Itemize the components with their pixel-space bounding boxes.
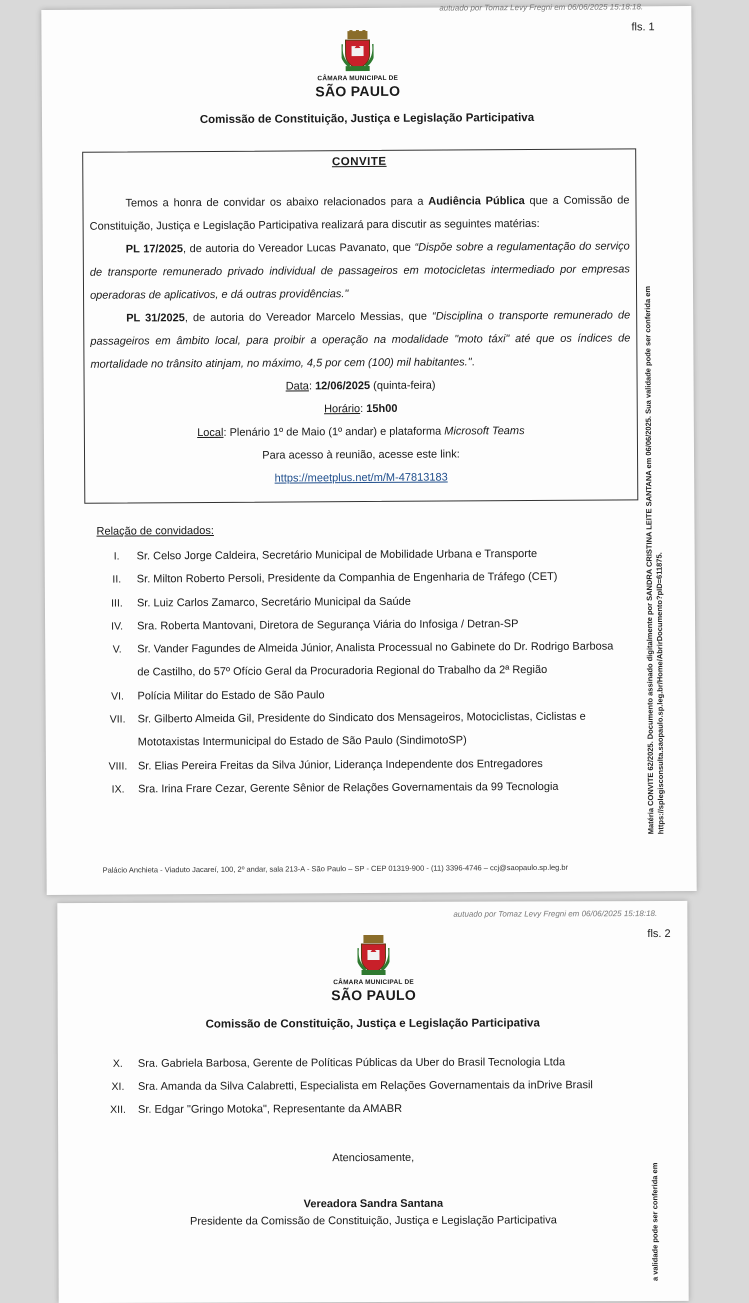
invite-box — [82, 148, 638, 503]
autuado-stamp-2: autuado por Tomaz Levy Fregni em 06/06/2025 15:18:18. — [453, 909, 658, 919]
camara-title-2: SÃO PAULO — [331, 986, 417, 1004]
guest-text-line: Sr. Elias Pereira Freitas da Silva Júnior, Liderança Independente dos Entregadores — [137, 757, 543, 773]
guest-text-line: Sr. Gilberto Almeida Gil, Presidente do Sindicato dos Mensageiros, Motociclistas, Ciclistas e — [137, 710, 586, 726]
time-line: Horário: 15h00 — [324, 402, 398, 416]
guest-text — [137, 613, 518, 639]
pl1-paragraph: PL 17/2025, de autoria do Vereador Lucas Pavanato, que “Dispõe sobre a regulamentação do serviço de transporte remunerado privado individual de passageiros em motocicletas intermediado por empresas operadoras de aplicativos, e dá outras providências." — [89, 240, 630, 302]
guest-text-line: Sr. Celso Jorge Caldeira, Secretário Municipal de Mobilidade Urbana e Transporte — [136, 547, 538, 563]
guest-item — [97, 636, 637, 686]
guest-text — [138, 753, 543, 779]
guest-number: X. — [112, 1057, 123, 1070]
place-line: Local: Plenário 1º de Maio (1º andar) e plataforma Microsoft Teams — [197, 425, 525, 440]
guest-text-line: Polícia Militar do Estado de São Paulo — [137, 689, 325, 703]
closing-greeting: Atenciosamente, — [332, 1151, 415, 1165]
coat-of-arms-icon — [357, 934, 389, 976]
guest-item — [98, 775, 638, 802]
guest-text — [137, 566, 558, 592]
autuado-stamp: autuado por Tomaz Levy Fregni em 06/06/2025 15:18:18. — [439, 2, 644, 13]
guest-item — [98, 1051, 658, 1076]
guest-item — [98, 1074, 658, 1099]
guest-item — [97, 542, 637, 569]
invite-title: CONVITE — [331, 155, 387, 169]
guest-item — [97, 566, 637, 593]
access-line: Para acesso à reunião, acesse este link: — [262, 448, 460, 462]
camara-subtitle-2: CÂMARA MUNICIPAL DE — [333, 978, 414, 987]
guest-number: VI. — [111, 690, 124, 703]
guest-text-line: Mototaxistas Intermunicipal do Estado de São Paulo (SindimotoSP) — [137, 734, 467, 749]
guest-text-line: Sra. Roberta Mantovani, Diretora de Segurança Viária do Infosiga / Detran-SP — [137, 617, 519, 633]
meeting-link[interactable]: https://meetplus.net/m/M-47813183 — [274, 471, 448, 485]
page-number-2: fls. 2 — [647, 927, 671, 941]
guest-text: Sra. Gabriela Barbosa, Gerente de Políticas Públicas da Uber do Brasil Tecnologia Ltda — [137, 1056, 566, 1070]
date-line: Data: 12/06/2025 (quinta-feira) — [285, 379, 436, 393]
guest-item — [97, 589, 637, 616]
guest-number: V. — [112, 643, 122, 656]
guest-number: XI. — [111, 1080, 125, 1093]
camara-subtitle: CÂMARA MUNICIPAL DE — [317, 74, 399, 83]
guest-number: II. — [112, 573, 122, 586]
guest-number: III. — [111, 597, 123, 610]
footer-address: Palácio Anchieta - Viaduto Jacareí, 100, 2º andar, sala 213-A - São Paulo – SP - CEP 01319-900 - (11) 3396-4746 – ccj@saopaulo.sp.leg.br — [102, 862, 569, 875]
guest-text-line: Sr. Milton Roberto Persoli, Presidente da Companhia de Engenharia de Tráfego (CET) — [136, 571, 558, 586]
signer-role: Presidente da Comissão de Constituição, Justiça e Legislação Participativa — [189, 1214, 557, 1228]
guest-text: Sr. Edgar "Gringo Motoka", Representante da AMABR — [138, 1102, 403, 1116]
signature-validation-stamp: Matéria CONVITE 62/2025. Documento assinado digitalmente por SANDRA CRISTINA LEITE SANTANA em 06/06/2025. Sua validade pode ser conferida em https://splegisconsulta.saopaulo.sp.leg.br/Home/AbrirDocumento?pID=611875. — [643, 285, 666, 835]
guest-list — [97, 542, 639, 802]
guest-text — [137, 636, 613, 686]
coat-of-arms-icon — [341, 30, 373, 72]
guest-number: VIII. — [108, 760, 128, 773]
guest-text-line: Sra. Irina Frare Cezar, Gerente Sênior de Relações Governamentais da 99 Tecnologia — [138, 780, 559, 796]
committee-name: Comissão de Constituição, Justiça e Legislação Participativa — [199, 111, 535, 127]
guest-text — [138, 706, 586, 755]
guest-number: VII. — [109, 713, 126, 726]
guest-text — [138, 776, 559, 802]
guest-text-line: Sr. Luiz Carlos Zamarco, Secretário Municipal da Saúde — [136, 595, 411, 610]
guest-text — [137, 590, 411, 615]
guest-list-continued — [98, 1051, 658, 1122]
document-page-1 — [41, 2, 696, 895]
guest-number: IV. — [111, 620, 124, 633]
guest-item — [98, 1097, 658, 1122]
page-number: fls. 1 — [631, 21, 655, 34]
invite-text — [89, 189, 631, 491]
guest-item — [98, 752, 638, 779]
guest-number: IX. — [111, 783, 125, 796]
meeting-link-line — [91, 465, 631, 491]
pl2-paragraph: PL 31/2025, de autoria do Vereador Marcelo Messias, que “Disciplina o transporte remunerado de passageiros em âmbito local, para proibir a operação na modalidade "moto táxi" até que os índices de mortalidade no trânsito atinjam, no máximo, 4,5 por cem (100) mil habitantes.". — [90, 309, 631, 371]
document-page-2 — [57, 901, 688, 1303]
guest-text-line: de Castilho, do 57º Ofício Geral da Procuradoria Regional do Trabalho da 2ª Região — [137, 664, 548, 679]
guest-item — [97, 612, 637, 639]
guest-text — [137, 543, 538, 569]
guest-text: Sra. Amanda da Silva Calabretti, Especialista em Relações Governamentais da inDrive Brasil — [137, 1079, 593, 1093]
signer-name: Vereadora Sandra Santana — [303, 1197, 444, 1211]
guest-item — [98, 705, 638, 755]
guest-text-line: Sr. Vander Fagundes de Almeida Júnior, Analista Processual no Gabinete do Dr. Rodrigo Barbosa — [137, 640, 614, 656]
guest-number: XII. — [110, 1103, 126, 1116]
signature-validation-stamp-2: a validade pode ser conferida em — [650, 1162, 660, 1282]
guest-number: I. — [113, 550, 120, 563]
guests-title: Relação de convidados: — [96, 524, 214, 538]
guest-item — [97, 682, 637, 709]
committee-name-2: Comissão de Constituição, Justiça e Legislação Participativa — [205, 1017, 540, 1031]
camara-title: SÃO PAULO — [315, 82, 401, 100]
guest-text — [137, 684, 324, 708]
intro-paragraph: Temos a honra de convidar os abaixo relacionados para a Audiência Pública que a Comissão de Constituição, Justiça e Legislação Participativa realizará para discutir as seguintes matérias: — [89, 194, 630, 233]
